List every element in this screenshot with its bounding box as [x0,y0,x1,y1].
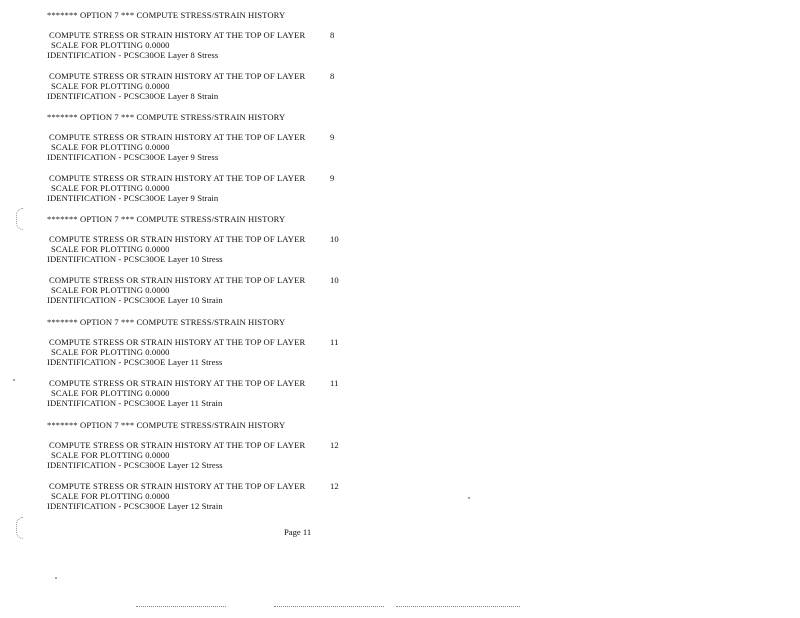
compute-line [49,481,339,491]
layer-number: 12 [330,481,339,491]
identification-line: IDENTIFICATION - PCSC30OE Layer 8 Strain [47,91,219,101]
layer-number: 8 [330,71,335,81]
layer-number: 12 [330,440,339,450]
scale-line: SCALE FOR PLOTTING 0.0000 [51,388,170,398]
identification-line: IDENTIFICATION - PCSC30OE Layer 9 Stress [47,152,219,162]
compute-text: COMPUTE STRESS OR STRAIN HISTORY AT THE TOP OF LAYER [49,481,306,491]
scan-dotted-edge [274,604,384,607]
identification-line: IDENTIFICATION - PCSC30OE Layer 11 Stress [47,357,223,367]
compute-text: COMPUTE STRESS OR STRAIN HISTORY AT THE TOP OF LAYER [49,337,306,347]
page-number: Page 11 [284,527,312,537]
scan-speck [468,497,470,499]
scale-line: SCALE FOR PLOTTING 0.0000 [51,491,170,501]
scan-artifact-mark [16,517,23,539]
compute-line [49,337,339,347]
layer-number: 11 [330,378,339,388]
compute-text: COMPUTE STRESS OR STRAIN HISTORY AT THE TOP OF LAYER [49,132,306,142]
scale-line: SCALE FOR PLOTTING 0.0000 [51,347,170,357]
compute-line [49,440,339,450]
compute-text: COMPUTE STRESS OR STRAIN HISTORY AT THE TOP OF LAYER [49,173,306,183]
scale-line: SCALE FOR PLOTTING 0.0000 [51,450,170,460]
compute-text: COMPUTE STRESS OR STRAIN HISTORY AT THE TOP OF LAYER [49,234,306,244]
identification-line: IDENTIFICATION - PCSC30OE Layer 11 Strain [47,398,223,408]
compute-text: COMPUTE STRESS OR STRAIN HISTORY AT THE TOP OF LAYER [49,275,306,285]
identification-line: IDENTIFICATION - PCSC30OE Layer 12 Stress [47,460,223,470]
option-header: ******* OPTION 7 *** COMPUTE STRESS/STRAIN HISTORY [47,10,286,20]
layer-number: 9 [330,173,335,183]
compute-line [49,275,339,285]
layer-number: 10 [330,234,339,244]
scan-speck [13,379,15,381]
compute-line [49,71,335,81]
scan-dotted-edge [136,604,226,607]
compute-text: COMPUTE STRESS OR STRAIN HISTORY AT THE TOP OF LAYER [49,440,306,450]
option-header: ******* OPTION 7 *** COMPUTE STRESS/STRAIN HISTORY [47,420,286,430]
layer-number: 10 [330,275,339,285]
scale-line: SCALE FOR PLOTTING 0.0000 [51,244,170,254]
layer-number: 11 [330,337,339,347]
scale-line: SCALE FOR PLOTTING 0.0000 [51,285,170,295]
compute-line [49,30,335,40]
layer-number: 9 [330,132,335,142]
compute-line [49,378,339,388]
option-header: ******* OPTION 7 *** COMPUTE STRESS/STRAIN HISTORY [47,112,286,122]
identification-line: IDENTIFICATION - PCSC30OE Layer 12 Strain [47,501,223,511]
scale-line: SCALE FOR PLOTTING 0.0000 [51,142,170,152]
scan-artifact-mark [16,208,23,230]
compute-text: COMPUTE STRESS OR STRAIN HISTORY AT THE TOP OF LAYER [49,378,306,388]
compute-line [49,173,335,183]
scan-speck [55,577,57,579]
scale-line: SCALE FOR PLOTTING 0.0000 [51,81,170,91]
scan-dotted-edge [396,604,520,607]
compute-text: COMPUTE STRESS OR STRAIN HISTORY AT THE TOP OF LAYER [49,71,306,81]
scale-line: SCALE FOR PLOTTING 0.0000 [51,183,170,193]
identification-line: IDENTIFICATION - PCSC30OE Layer 8 Stress [47,50,219,60]
compute-line [49,234,339,244]
option-header: ******* OPTION 7 *** COMPUTE STRESS/STRAIN HISTORY [47,214,286,224]
scale-line: SCALE FOR PLOTTING 0.0000 [51,40,170,50]
option-header: ******* OPTION 7 *** COMPUTE STRESS/STRAIN HISTORY [47,317,286,327]
identification-line: IDENTIFICATION - PCSC30OE Layer 9 Strain [47,193,219,203]
identification-line: IDENTIFICATION - PCSC30OE Layer 10 Strain [47,295,223,305]
compute-text: COMPUTE STRESS OR STRAIN HISTORY AT THE TOP OF LAYER [49,30,306,40]
layer-number: 8 [330,30,335,40]
compute-line [49,132,335,142]
identification-line: IDENTIFICATION - PCSC30OE Layer 10 Stress [47,254,223,264]
